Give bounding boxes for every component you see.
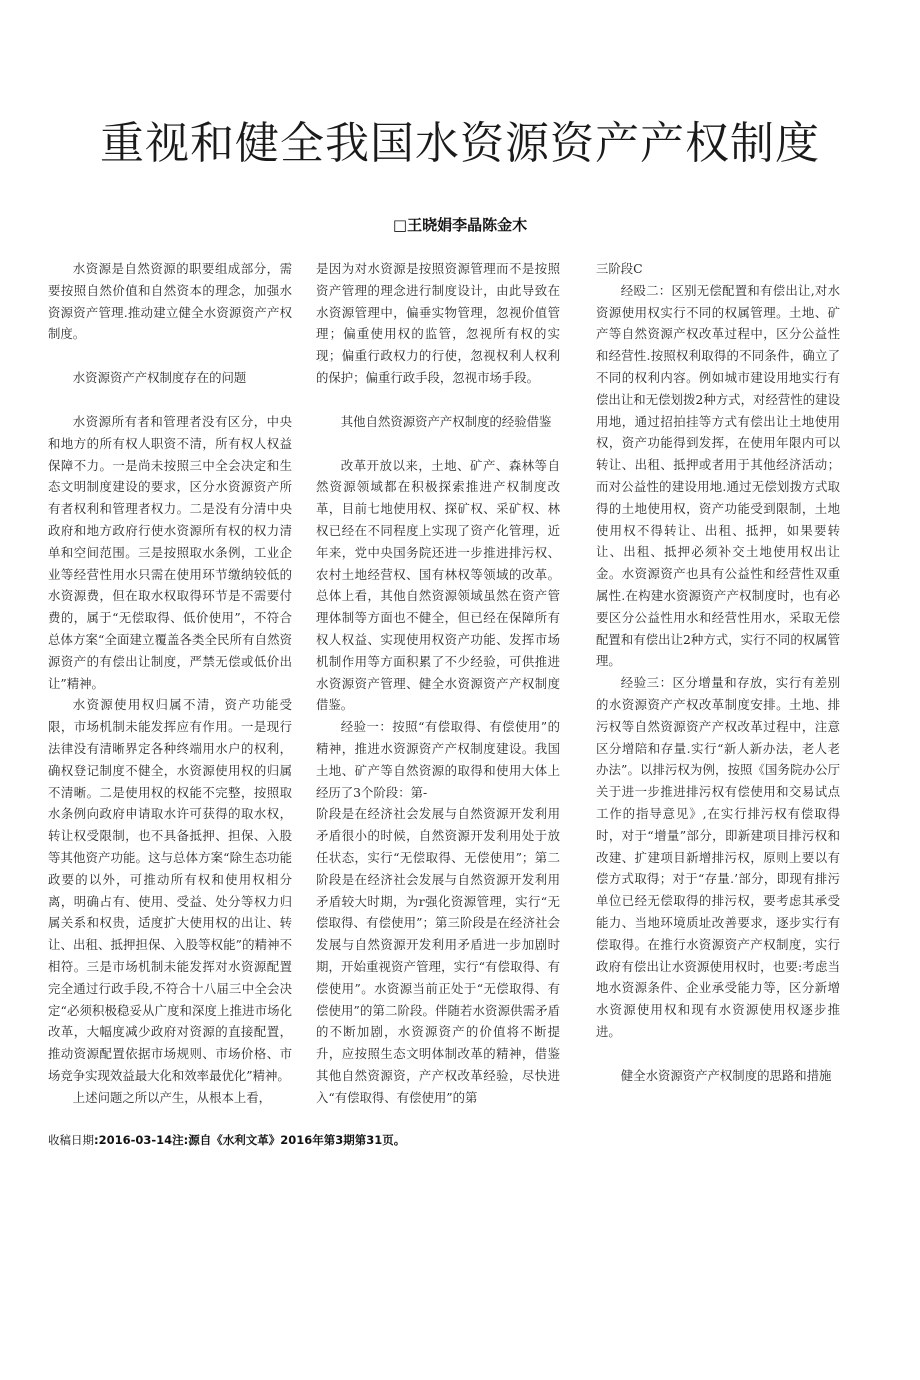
paragraph: 经验三：区分增量和存放，实行有差别的水资源资产产权改革制度安排。土地、排污权等自然资源资产产权改革过程中，注意区分增陪和存量.实行“新人新办法，老人老办法”。以排污权为例，按照《国务院办公厅关于进一步推进排污权有偿使用和交易试点工作的指导意见》,在实行排污权有偿取得时，对于“增量”部分，即新建项目排污权和改建、扩建项目新增排污权，原则上要以有偿方式取得；对于“存量.’部分，即现有排污单位已经无偿取得的排污权，要考虑其承受能力、当地环境质址改善要求，逐步实行有偿取得。在推行水资源资产产权制度，实行政府有偿出让水资源使用权时，也要:考虑当地水资源条件、企业承受能力等，区分新增水资源使用权和现有水资源使用权逐步推进。 [596, 675, 840, 1039]
paragraph: 改革开放以来，土地、矿产、森林等自然资源领域都在积极探索推进产权制度改革，目前七地使用权、探矿权、采矿权、林权已经在不同程度上实现了资产化管理，近年来，党中央国务院还进一步推进排污权、农村土地经营权、国有林权等领域的改革。总体上看，其他自然资源领域虽然在资产管理体制等方面也不健全，但已经在保障所有权人权益、实现使用权资产功能、发挥市场机制作用等方面积累了不少经验，可供推进水资源资产管理、健全水资源资产产权制度借鉴。 [316, 457, 560, 713]
paragraph: 经验一：按照“有偿取得、有偿使用”的精神，推进水资源资产产权制度建设。我国土地、矿产等自然资源的取得和使用大体上经历了3个阶段：第- [316, 719, 560, 800]
section-heading-measures: 健全水资源资产产权制度的思路和措施 [620, 1067, 832, 1083]
paragraph: 上述问题之所以产生，从根本上看， [72, 1089, 272, 1105]
section-heading-problems: 水资源资产产权制度存在的问题 [72, 370, 247, 386]
section-heading-experience: 其他自然资源资产产权制度的经验借鉴 [340, 413, 552, 429]
footnote [48, 1131, 878, 1149]
paragraph: 经殴二：区别无偿配置和有偿出让,对水资源使用权实行不同的权属管理。土地、矿产等自然资源产权改革过程中，区分公益性和经营性.按照权利取得的不同条件，确立了不同的权利内容。例如城市建设用地实行有偿出让和无偿划拨2种方式，对经营性的建设用地，通过招拍挂等方式有偿出让土地使用权，资产功能得到发挥，在使用年限内可以转让、出租、抵押或者用于其他经济活动；而对公益性的建设用地.通过无偿划拨方式取得的土地使用权，资产功能受到限制，土地使用权不得转让、出租、抵押，如果要转让、出租、抵押必须补交土地使用权出让金。水资源资产也具有公益性和经营性双重属性.在构建水资源资产产权制度时，也有必要区分公益性用水和经营性用水，采取无偿配置和有偿出让2种方式，实行不同的权属管理。 [596, 282, 840, 669]
text-column-3 [596, 258, 840, 1086]
received-date-source: :2016-03-14注:源自《水利文革》2016年第3期第31页。 [94, 1133, 406, 1147]
paragraph-continued: 三阶段C [596, 261, 643, 276]
article-title: 重视和健全我国水资源资产产权制度 [100, 118, 820, 169]
received-date-label: 收稿日期 [48, 1133, 94, 1147]
paragraph-continued: 阶段是在经济社会发展与自然资源开发利用矛盾很小的时候，自然资源开发利用处于放任状态，实行“无偿取得、无偿使用”；第二阶段是在经济社会发展与自然资源开发利用矛盾较大时期，为r强化资源管理，实行“无偿取得、有偿使用”；第三阶段是在经济社会发展与自然资源开发利用矛盾进一步加剧时期，开始重视资产管理，实行“有偿取得、有偿使用”。水资源当前正处于“无偿取得、有偿使用”的第二阶段。伴随若水资源供需矛盾的不断加剧，水资源资产的价值将不断提升，应按照生态文明体制改革的精神，借鉴其他自然资源资，产产权改革经验，尽快进入“有偿取得、有偿使用”的第 [316, 806, 560, 1105]
paragraph: 水资源所有者和管理者没有区分，中央和地方的所有权人职资不清，所有权人权益保障不力。一是尚未按照三中全会决定和生态文明制度建设的要求，区分水资源资产所有者权利和管理者权力。二是没有分清中央政府和地方政府行使水资源所有权的权力清单和空间范围。三是按照取水条例，工业企业等经营性用水只需在使用环节缴纳较低的水资源费，但在取水权取得环节是不需要付费的，属于“无偿取得、低价使用”，不符合总体方案“全面建立覆盖各类全民所有自然资源资产的有偿出让制度，严禁无偿或低价出让”精神。 [48, 413, 292, 691]
paragraph-continued: 是因为对水资源是按照资源管理而不是按照资产管理的理念进行制度设计，由此导致在水资源管理中，偏垂实物管理，忽视价值管理；偏重使用权的监管，忽视所有权的实现；偏重行政权力的行使，忽视权利人权利的保护；偏重行政手段，忽视市场手段。 [316, 261, 560, 385]
text-column-2 [316, 258, 560, 1108]
paragraph: 水资源使用权归属不清，资产功能受限，市场机制未能发挥应有作用。一是现行法律没有清晰界定各种终端用水户的权利，确权登记制度不健全，水资源使用权的归属不清晰。二是使用权的权能不完整，按照取水条例向政府申请取水许可获得的取水权，转让权受限制，也不具备抵押、担保、入股等其他资产功能。这与总体方案“除生态功能政要的以外，可推动所有权和使用权相分离，明确占有、使用、受益、处分等权力归属关系和权贵，适度扩大使用权的出让、转让、出租、抵押担保、入股等权能”的精神不相符。三是市场机制未能发挥对水资源配置完全通过行政手段,不符合十八届三中全会决定“必须积极稳妥从广度和深度上推进市场化改革，大幅度减少政府对资源的直接配置，推动资源配置依据市场规则、市场价格、市场竞争实现效益最大化和效率最优化”精神。 [48, 697, 292, 1083]
intro-paragraph: 水资源是自然资源的职要组成部分，需要按照自然价值和自然资本的理念，加强水资源资产管理.推动建立健全水资源资产产权制度。 [48, 261, 292, 342]
text-column-1 [48, 258, 292, 1108]
author-byline: □王晓娟李晶陈金木 [392, 216, 528, 234]
